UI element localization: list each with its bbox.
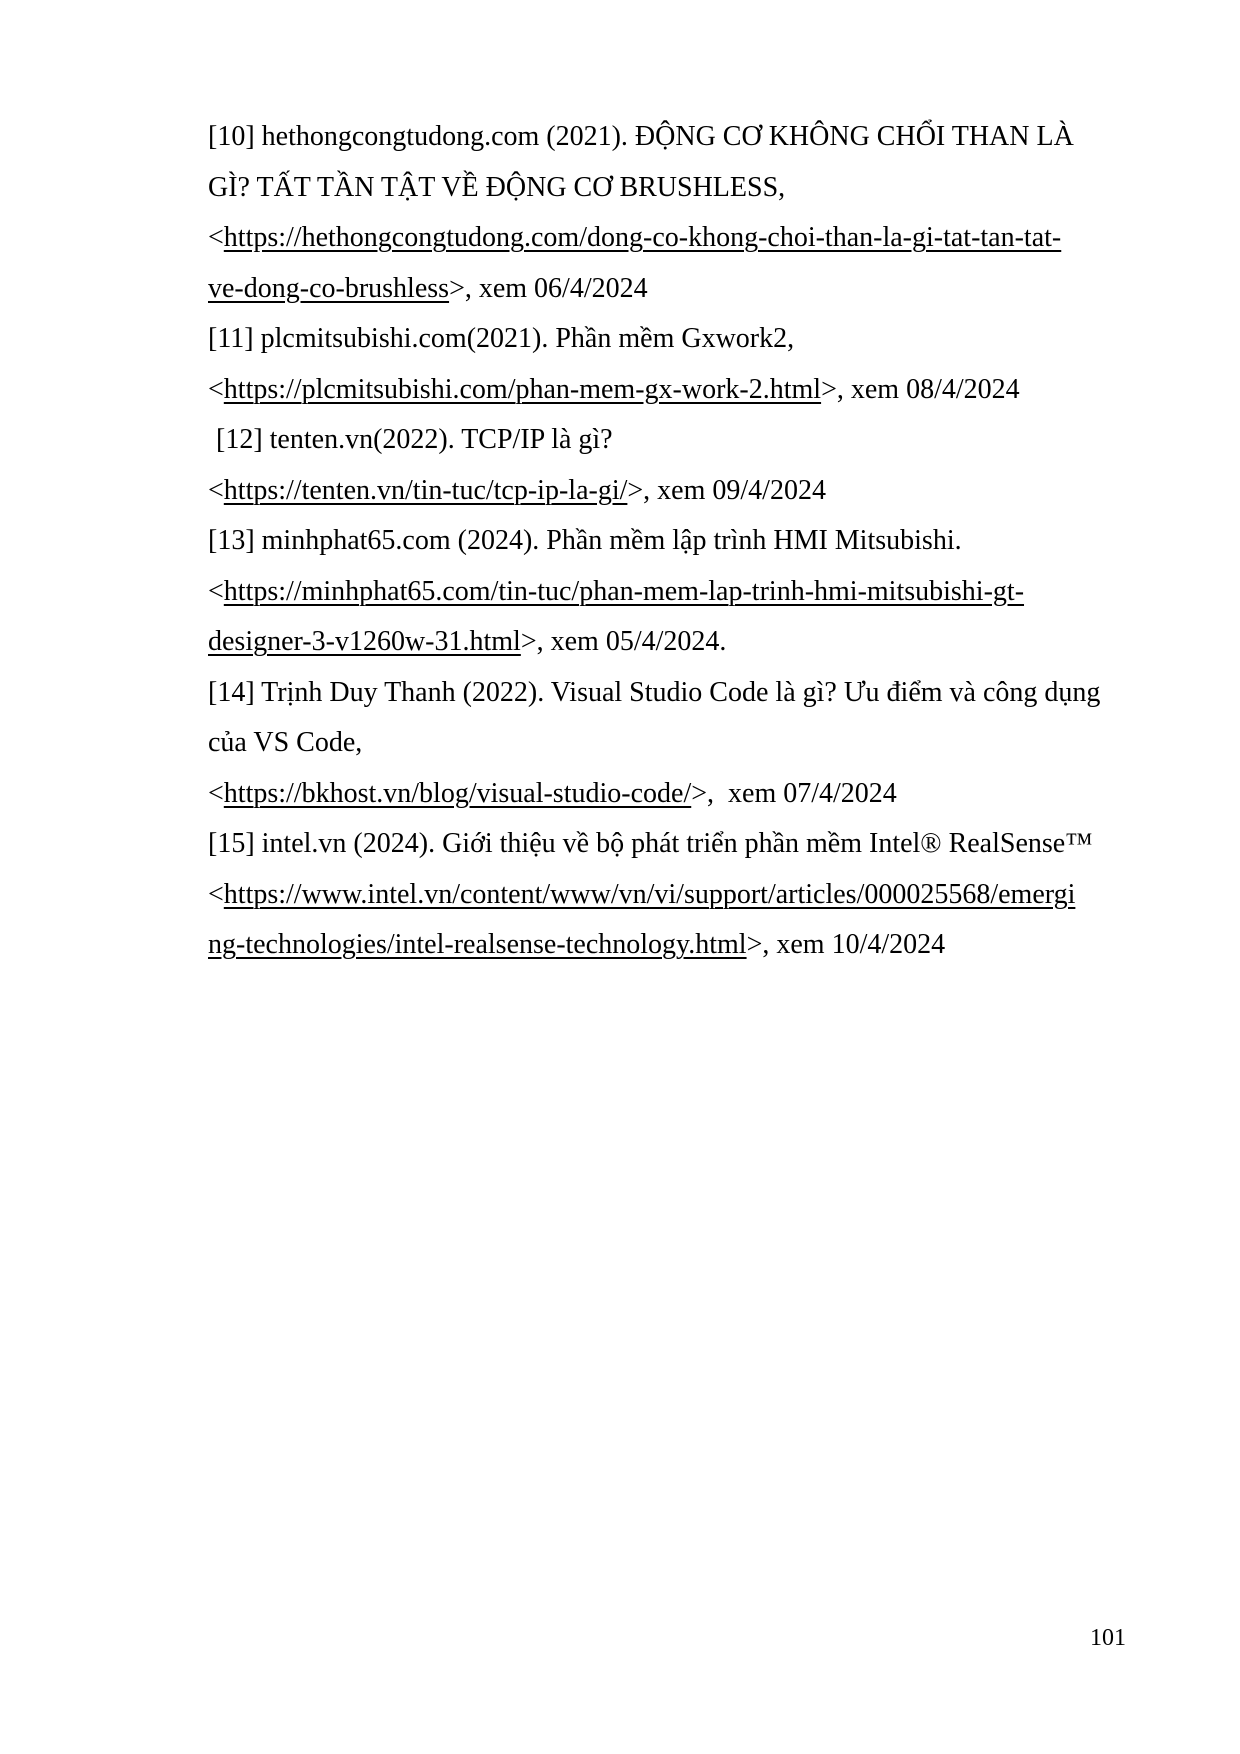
reference-13-line-1: [13] minhphat65.com (2024). Phần mềm lập trình HMI Mitsubishi.: [208, 525, 962, 556]
reference-14-link[interactable]: https://bkhost.vn/blog/visual-studio-code/: [223, 777, 692, 809]
reference-15-line-3: ng-technologies/intel-realsense-technology.html>, xem 10/4/2024: [208, 929, 946, 960]
reference-10-line-1: [10] hethongcongtudong.com (2021). ĐỘNG CƠ KHÔNG CHỔI THAN LÀ: [208, 121, 1074, 152]
reference-14-line-3: <https://bkhost.vn/blog/visual-studio-code/>, xem 07/4/2024: [208, 777, 897, 809]
reference-11-line-2: <https://plcmitsubishi.com/phan-mem-gx-work-2.html>, xem 08/4/2024: [208, 373, 1020, 405]
reference-10-line-4: ve-dong-co-brushless>, xem 06/4/2024: [208, 272, 648, 304]
reference-15-line-1: [15] intel.vn (2024). Giới thiệu về bộ phát triển phần mềm Intel® RealSense™: [208, 828, 1093, 859]
reference-10-line-3: <https://hethongcongtudong.com/dong-co-khong-choi-than-la-gi-tat-tan-tat-: [208, 222, 1062, 253]
reference-11-link[interactable]: https://plcmitsubishi.com/phan-mem-gx-work-2.html: [223, 373, 822, 405]
reference-14-line-2: của VS Code,: [208, 727, 363, 758]
reference-11-line-1: [11] plcmitsubishi.com(2021). Phần mềm Gxwork2,: [208, 323, 795, 354]
reference-14-line-1: [14] Trịnh Duy Thanh (2022). Visual Studio Code là gì? Ưu điểm và công dụng: [208, 676, 1101, 708]
reference-13-link[interactable]: https://minhphat65.com/tin-tuc/phan-mem-lap-trinh-hmi-mitsubishi-gt-: [223, 575, 1025, 607]
reference-10-line-2: GÌ? TẤT TẦN TẬT VỀ ĐỘNG CƠ BRUSHLESS,: [208, 171, 786, 203]
reference-15-link[interactable]: https://www.intel.vn/content/www/vn/vi/support/articles/000025568/emergi: [223, 878, 1076, 910]
reference-13-line-3: designer-3-v1260w-31.html>, xem 05/4/2024.: [208, 626, 727, 657]
reference-10-link[interactable]: https://hethongcongtudong.com/dong-co-khong-choi-than-la-gi-tat-tan-tat-: [223, 222, 1062, 253]
reference-12-line-1: [12] tenten.vn(2022). TCP/IP là gì?: [216, 424, 613, 455]
reference-12-link[interactable]: https://tenten.vn/tin-tuc/tcp-ip-la-gi/: [223, 474, 628, 506]
reference-13-link-continued[interactable]: designer-3-v1260w-31.html: [208, 626, 521, 657]
reference-13: [208, 516, 1148, 668]
reference-10-link-continued[interactable]: ve-dong-co-brushless: [208, 272, 450, 304]
reference-15-line-2: <https://www.intel.vn/content/www/vn/vi/support/articles/000025568/emergi: [208, 878, 1076, 910]
reference-13-line-2: <https://minhphat65.com/tin-tuc/phan-mem-lap-trinh-hmi-mitsubishi-gt-: [208, 575, 1025, 607]
page-number: 101: [1090, 1625, 1126, 1651]
reference-15: [208, 819, 1148, 971]
reference-14: [208, 668, 1148, 820]
reference-12-line-2: <https://tenten.vn/tin-tuc/tcp-ip-la-gi/>, xem 09/4/2024: [208, 474, 826, 506]
reference-11: [208, 314, 1148, 415]
reference-list: [208, 112, 1148, 971]
reference-12: [208, 415, 1148, 516]
reference-15-link-continued[interactable]: ng-technologies/intel-realsense-technology.html: [208, 929, 747, 960]
reference-10: [208, 112, 1148, 314]
